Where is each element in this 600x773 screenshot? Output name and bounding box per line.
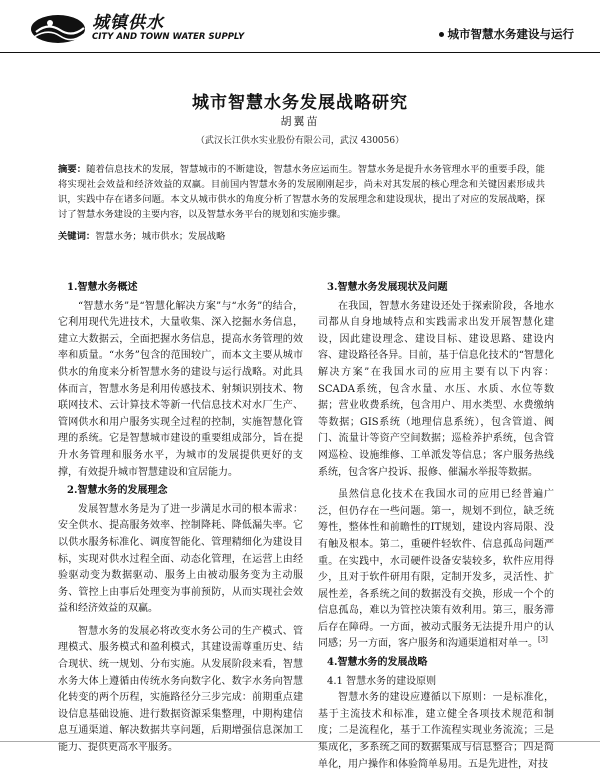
abstract-label: 摘要： bbox=[58, 164, 87, 175]
paragraph-5 bbox=[318, 487, 554, 653]
article-title: 城市智慧水务发展战略研究 bbox=[192, 93, 408, 113]
author-affiliation: （武汉长江供水实业股份有限公司，武汉 430056） bbox=[195, 136, 405, 146]
column-title-text: 城市智慧水务建设与运行 bbox=[447, 27, 574, 41]
water-drop-logo-icon bbox=[28, 12, 88, 46]
keywords-label: 关键词： bbox=[58, 231, 96, 242]
keywords bbox=[58, 229, 545, 244]
paragraph-2: 发展智慧水务是为了进一步满足水司的根本需求：安全供水、提高服务效率、控制降耗、降低漏失率。它以供水服务标准化、调度智能化、管理精细化为建设目标，实现对供水过程全面、动态化管理，在运营上由经验驱动变为数据驱动、服务上由被动服务变为主动服务、管控上由事后处理变为事前预防，从而实现社会效益和经济效益的双赢。 bbox=[58, 503, 303, 615]
section-heading-3: 3.智慧水务发展现状及问题 bbox=[327, 282, 448, 293]
paragraph-3: 智慧水务的发展必将改变水务公司的生产模式、管理模式、服务模式和盈利模式，其建设需尊重历史、结合现状、统一规划、分布实施。从发展阶段来看，智慧水务大体上遵循由传统水务向数字化、数字水务向智慧化转变的两个历程，实施路径分三步完成：前期重点建设信息基础设施、进行数据资源采集整理，中期构建信息互通渠道、解决数据共享问题，后期增强信息深加工能力、提供更高水平服务。 bbox=[58, 625, 303, 754]
page-bottom-edge bbox=[0, 741, 600, 742]
abstract-text: 随着信息技术的发展，智慧城市的不断建设，智慧水务应运而生。智慧水务是提升水务管理水平的重要手段，能将实现社会效益和经济效益的双赢。目前国内智慧水务的发展刚刚起步，尚未对其发展的核心理念和关键因素形成共识，实践中存在诸多问题。本文从城市供水的角度分析了智慧水务的发展理念和建设现状，提出了对应的发展战略，探讨了智慧水务建设的主要内容，以及智慧水务平台的规划和实施步骤。 bbox=[58, 164, 545, 220]
logo-chinese-name: 城镇供水 bbox=[92, 13, 164, 33]
column-title bbox=[439, 26, 575, 42]
reference-marker: [3] bbox=[538, 636, 548, 645]
journal-logo bbox=[28, 8, 245, 52]
section-heading-1: 1.智慧水务概述 bbox=[67, 282, 138, 293]
logo-english-name: CITY AND TOWN WATER SUPPLY bbox=[92, 32, 245, 42]
keywords-text: 智慧水务；城市供水；发展战略 bbox=[95, 231, 226, 242]
paragraph-5-text: 虽然信息化技术在我国水司的应用已经普遍广泛，但仍存在一些问题。第一，规划不到位，缺乏统筹性，整体性和前瞻性的IT规划，建设内容局限、没有触及根本。第二，重硬件轻软件、信息孤岛问题严重。在实践中，水司硬件设备安装较多，软件应用得少，且对于软件研用有限，定制开发多，灵活性、扩展性差，各系统之间的数据没有交换，形成一个个的信息孤岛，难以为管控决策有效利用。第三，服务滞后存在障碍。一方面，被动式服务无法提升用户的认同感；另一方面，客户服务和沟通渠道相对单一。 bbox=[318, 489, 554, 650]
abstract bbox=[58, 162, 545, 222]
bullet-icon bbox=[439, 32, 444, 37]
right-column bbox=[318, 278, 554, 773]
section-heading-4: 4.智慧水务的发展战略 bbox=[327, 657, 428, 669]
paragraph-4: 在我国，智慧水务建设还处于探索阶段，各地水司都从自身地域特点和实践需求出发开展智慧化建设，因此建设理念、建设目标、建设思路、建设内容、建设路径各异。目前，基于信息化技术的“智慧化解决方案”在我国水司的应用主要有以下内容：SCADA系统，包含水量、水压、水质、水位等数据；营业收费系统，包含用户、用水类型、水费缴纳等数据；GIS系统（地理信息系统），包含管道、阀门、流量计等资产空间数据；巡检养护系统，包含管网巡检、设施维修、工单派发等信息；客户服务热线系统，包含客户投诉、报修、催漏水举报等数据。 bbox=[318, 300, 554, 478]
section-heading-2: 2.智慧水务的发展理念 bbox=[67, 485, 168, 497]
article-author: 胡翼苗 bbox=[280, 115, 320, 128]
paragraph-1: “智慧水务”是“智慧化解决方案”与“水务”的结合，它利用现代先进技术，大量收集、深入挖掘水务信息，建立大数据云，全面把握水务信息，提高水务管理的效率和质量。“水务”包含的范围较广，而本文主要从城市供水的角度来分析智慧水务的建设与运行战略。对此具体而言，智慧水务是利用传感技术、射频识别技术、物联网技术、云计算技术等新一代信息技术对水厂生产、管网供水和用户服务实现全过程的控制，实施智慧化管理的系统。它是智慧城市建设的重要组成部分，旨在提升水务管理和服务水平，为城市的发展提供更好的支撑，有效提升城市智慧建设和宜居能力。 bbox=[58, 300, 303, 478]
paragraph-6: 智慧水务的建设应遵循以下原则：一是标准化，基于主流技术和标准，建立健全各项技术规范和制度；二是流程化，基于工作流程实现业务流流；三是集成化，多系统之间的数据集成与信息整合；四是简单化，用户操作和体验简单易用。五是先进性，对技 bbox=[318, 692, 554, 770]
left-column bbox=[58, 278, 303, 757]
subsection-heading-4-1: 4.1 智慧水务的建设原则 bbox=[327, 675, 437, 687]
header-divider bbox=[0, 52, 600, 53]
